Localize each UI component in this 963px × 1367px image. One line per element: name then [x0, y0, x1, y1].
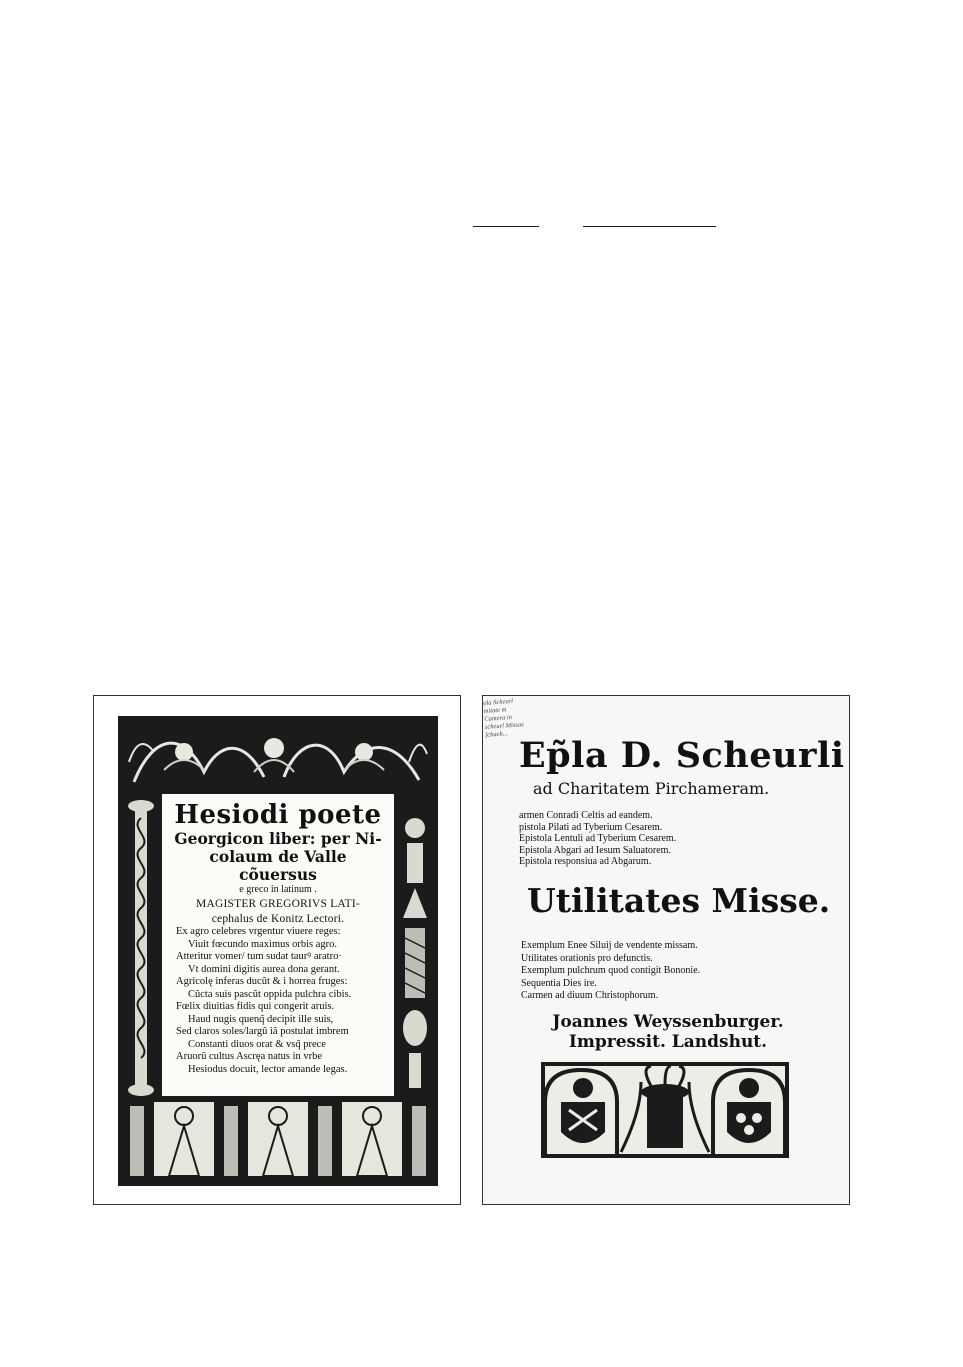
- right-pillar-ornament: [398, 798, 432, 1098]
- verse-line: Viuit fœcundo maximus orbis agro.: [188, 938, 337, 950]
- plate-scheurl-title-page: [482, 695, 850, 1205]
- printer-imprint: [543, 1012, 793, 1052]
- title-text-panel: [162, 794, 394, 1098]
- utilitates-title: Utilitates Misse.: [527, 881, 831, 920]
- list-item: Sequentia Dies ire.: [521, 977, 597, 989]
- list-item: Epistola Lentuli ad Tyberium Cesarem.: [519, 833, 677, 844]
- list-item: pistola Pilati ad Tyberium Cesarem.: [519, 821, 663, 833]
- list-item: Exemplum pulchrum quod contigit Bononie.: [521, 965, 701, 976]
- list-item: Epistola responsiua ad Abgarum.: [519, 856, 652, 867]
- list-item: Utilitates orationis pro defunctis.: [521, 952, 653, 964]
- author-line-1: MAGISTER GREGORIVS LATI-: [196, 898, 360, 910]
- verse-line: Fœlix diuitias fidis qui congerit aruis.: [176, 1001, 335, 1012]
- hesiod-subtitle: e greco in latinum .: [239, 884, 317, 895]
- plate-hesiod-title-page: [93, 695, 461, 1205]
- left-pillar-ornament: [124, 798, 158, 1098]
- verse-line: Haud nugis quenq̃ decipit ille suis,: [188, 1013, 334, 1025]
- verse-line: Cũcta suis pascũt oppida pulchra cibis.: [188, 988, 352, 1000]
- saints-frieze-illustration: [124, 1096, 432, 1180]
- verse-line: Sed claros soles/largũ iã postulat imbrem: [176, 1026, 349, 1037]
- verse-block: [168, 926, 388, 1076]
- scheurl-subtitle: ad Charitatem Pirchameram.: [533, 779, 770, 798]
- list-item: armen Conradi Celtis ad eandem.: [519, 810, 653, 821]
- verse-line: Agricolę inferas ducũt & i horrea fruges:: [176, 976, 348, 987]
- list-item: Epistola Abgari ad Iesum Saluatorem.: [519, 844, 671, 856]
- list-item: Carmen ad diuum Christophorum.: [521, 990, 659, 1001]
- scheurl-title: Ep̃la D. Scheurli: [519, 735, 845, 776]
- verse-line: Hesiodus docuit, lector amande legas.: [188, 1063, 348, 1075]
- list-item: Exemplum Enee Siluij de vendente missam.: [521, 940, 698, 951]
- verse-line: Constanti diuos orat & vsq̃ prece: [188, 1038, 326, 1050]
- handwritten-margin-note: ola Scheurl mitate m Camera in scheurl Missas ſchaeb...: [482, 697, 524, 739]
- contents-list: [519, 810, 839, 868]
- author-line-2: cephalus de Konitz Lectori.: [211, 913, 345, 925]
- verse-line: Vt domini digitis aurea dona gerant.: [188, 963, 340, 975]
- coat-of-arms-woodcut: [541, 1062, 789, 1158]
- printer-line-2: Impressit. Landshut.: [568, 1032, 768, 1052]
- woodcut-border: [118, 716, 438, 1186]
- verse-line: Ex agro celebres vrgentur viuere reges:: [176, 926, 341, 937]
- hesiod-title-line-1: Georgicon liber: per Ni-: [174, 829, 382, 848]
- verse-line: Atteritur vomer/ tum sudat taurꝰ aratro·: [176, 951, 342, 962]
- header-rule-long: [583, 226, 716, 227]
- hesiod-title-line-2: colaum de Valle cõuersus: [209, 847, 347, 884]
- header-rule-short: [473, 226, 539, 227]
- printer-line-1: Joannes Weyssenburger.: [552, 1012, 784, 1032]
- verse-line: Aruorũ cultus Ascręa natus in vrbe: [176, 1051, 323, 1062]
- hesiod-title: Hesiodi poete: [174, 800, 382, 830]
- contents-list-2: [521, 940, 841, 1003]
- top-frieze-illustration: [124, 722, 432, 794]
